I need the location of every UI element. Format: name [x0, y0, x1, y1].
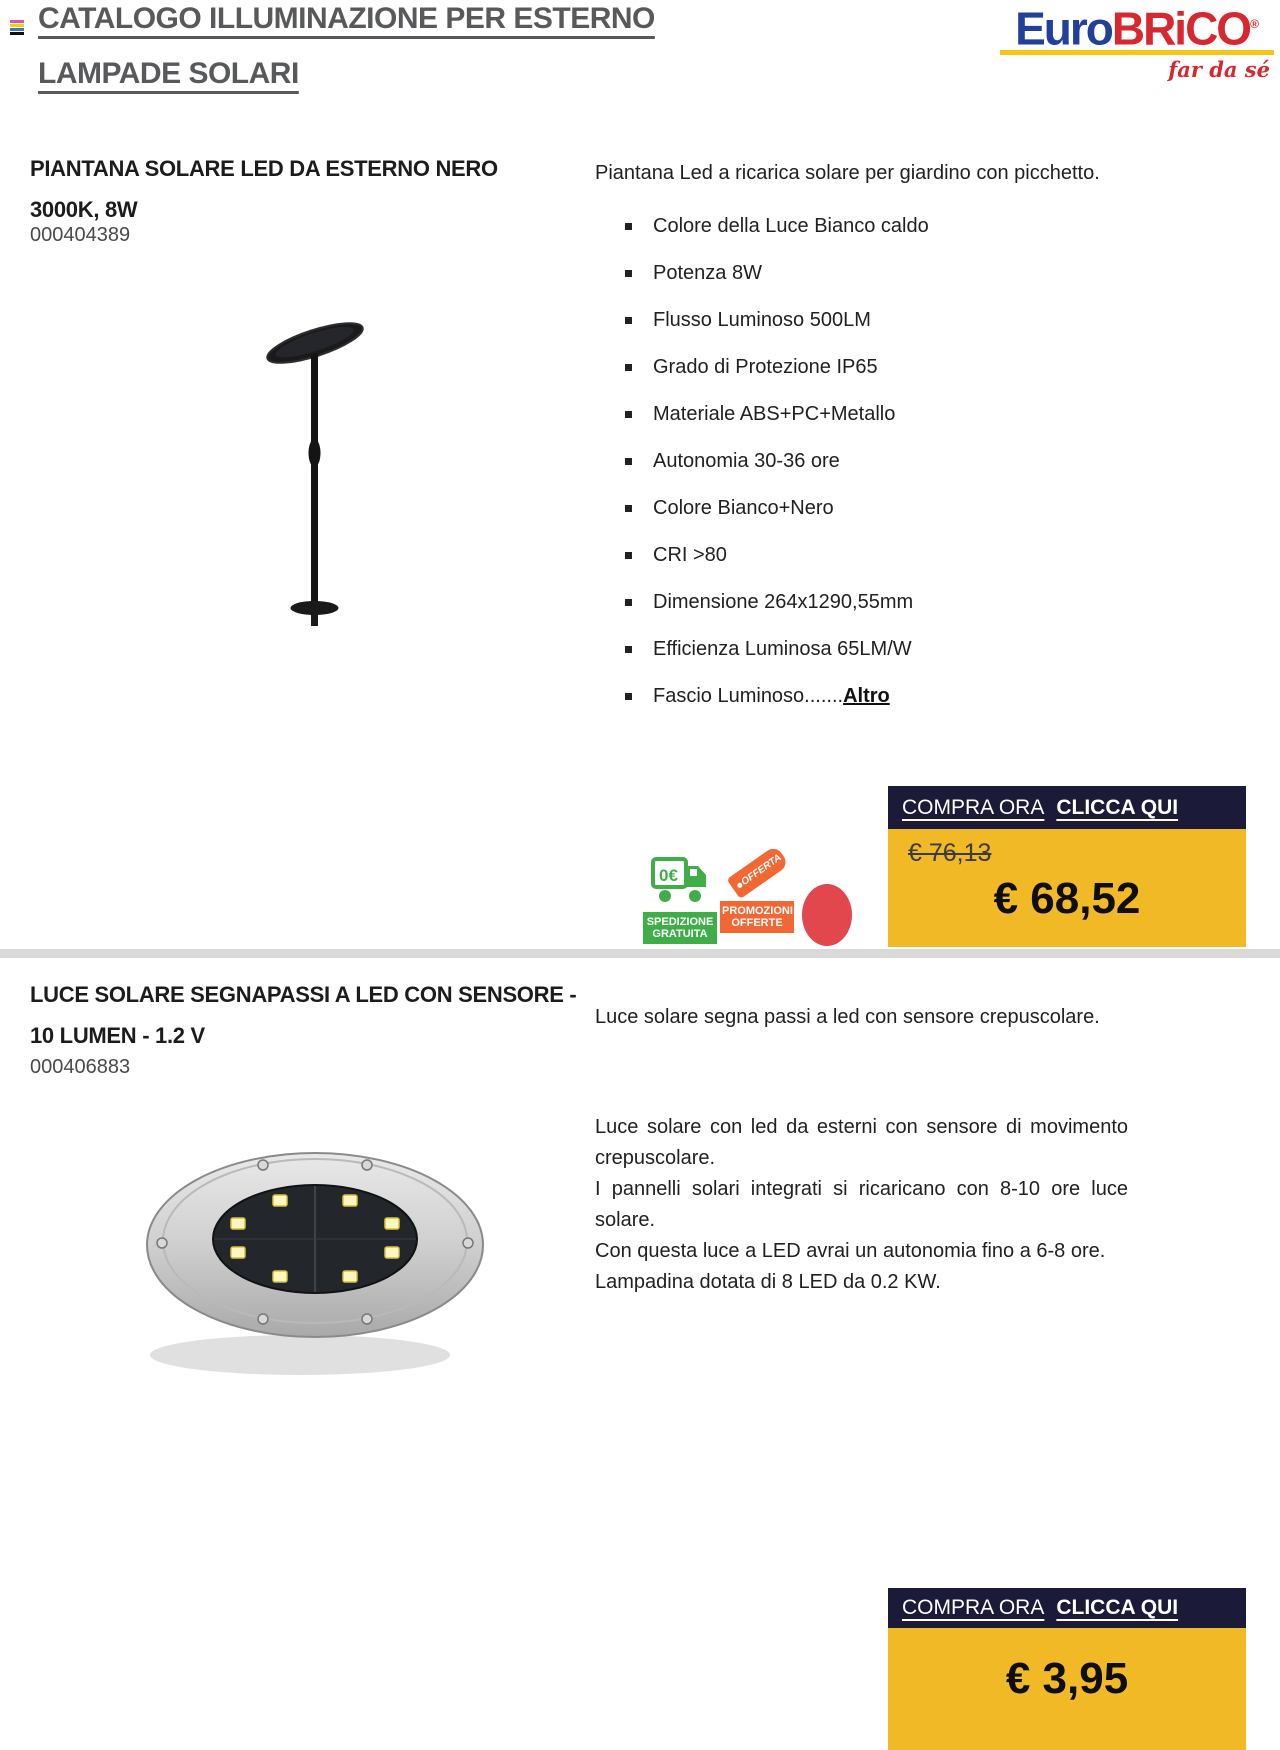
- fascio-luminoso-prefix: Fascio Luminoso.......: [653, 685, 844, 707]
- product2-buy-now-button[interactable]: [888, 1588, 1246, 1628]
- product2-price-box: [888, 1588, 1246, 1750]
- product1-price-area: [888, 829, 1246, 947]
- product2-paragraph: Luce solare con led da esterni con sensore di movimento crepuscolare.: [595, 1116, 1128, 1169]
- compra-ora-label: COMPRA ORA: [902, 795, 1045, 819]
- product2-intro: Luce solare segna passi a led con sensore crepuscolare.: [595, 1006, 1100, 1028]
- page-title: CATALOGO ILLUMINAZIONE PER ESTERNO: [38, 2, 655, 35]
- registered-mark: ®: [1250, 17, 1259, 31]
- product1-feature-list: [625, 213, 1128, 710]
- product2-paragraph: I pannelli solari integrati si ricaricano con 8-10 ore luce solare.: [595, 1178, 1128, 1231]
- clicca-qui-label: CLICCA QUI: [1056, 1596, 1179, 1619]
- feature-item: Potenza 8W: [625, 260, 1128, 287]
- product1-title: PIANTANA SOLARE LED DA ESTERNO NERO 3000K, 8W: [30, 156, 498, 222]
- product2-title: LUCE SOLARE SEGNAPASSI A LED CON SENSORE - 10 LUMEN - 1.2 V: [30, 982, 577, 1048]
- product1-price-box: [888, 786, 1246, 947]
- product-image-piantana: [140, 288, 500, 663]
- eurobrico-logo: [1000, 0, 1274, 82]
- feature-item: Materiale ABS+PC+Metallo: [625, 401, 1128, 428]
- promo-label: PROMOZIONI OFFERTE: [720, 901, 794, 933]
- feature-item: Autonomia 30-36 ore: [625, 448, 1128, 475]
- free-shipping-truck-icon: [651, 856, 709, 904]
- product2-price-area: [888, 1628, 1246, 1750]
- feature-item: Colore Bianco+Nero: [625, 495, 1128, 522]
- product2-paragraph: Lampadina dotata di 8 LED da 0.2 KW.: [595, 1271, 941, 1293]
- feature-item-more: [625, 683, 1128, 710]
- feature-item: Dimensione 264x1290,55mm: [625, 589, 1128, 616]
- red-dot-badge: [802, 884, 852, 946]
- product1-code: 000404389: [30, 224, 131, 246]
- product1-old-price: € 76,13: [908, 839, 992, 867]
- product-image-segnapassi: [115, 1085, 515, 1420]
- clicca-qui-label: CLICCA QUI: [1056, 795, 1179, 819]
- product1-buy-now-button[interactable]: [888, 786, 1246, 829]
- svg-text:0€: 0€: [659, 866, 678, 885]
- free-shipping-label: SPEDIZIONE GRATUITA: [643, 912, 717, 944]
- feature-item: Flusso Luminoso 500LM: [625, 307, 1128, 334]
- promo-badge: [720, 844, 794, 933]
- product2-price: € 3,95: [1005, 1654, 1129, 1703]
- section-divider: [0, 949, 1280, 958]
- product1-intro: Piantana Led a ricarica solare per giardino con picchetto.: [595, 162, 1100, 184]
- logo-tagline: far da sé: [1168, 57, 1270, 83]
- page-subtitle: LAMPADE SOLARI: [38, 57, 299, 90]
- compra-ora-label: COMPRA ORA: [902, 1596, 1045, 1619]
- feature-item: Efficienza Luminosa 65LM/W: [625, 636, 1128, 663]
- feature-item: Grado di Protezione IP65: [625, 354, 1128, 381]
- feature-item: Colore della Luce Bianco caldo: [625, 213, 1128, 240]
- product1-price: € 68,52: [993, 874, 1141, 923]
- logo-brico: BRiCO: [1111, 2, 1251, 55]
- product1-details: [595, 158, 1128, 730]
- feature-item: CRI >80: [625, 542, 1128, 569]
- product2-description: [595, 1112, 1128, 1298]
- free-shipping-badge: [643, 856, 717, 944]
- logo-euro: Euro: [1015, 2, 1112, 55]
- product2-paragraph: Con questa luce a LED avrai un autonomia fino a 6-8 ore.: [595, 1240, 1106, 1262]
- product2-code: 000406883: [30, 1056, 131, 1078]
- offer-tag-icon: OFFERTA: [720, 844, 794, 898]
- eurobrico-logo-text: [1000, 0, 1274, 55]
- list-marker-icon: [10, 20, 24, 36]
- altro-link[interactable]: Altro: [843, 685, 890, 707]
